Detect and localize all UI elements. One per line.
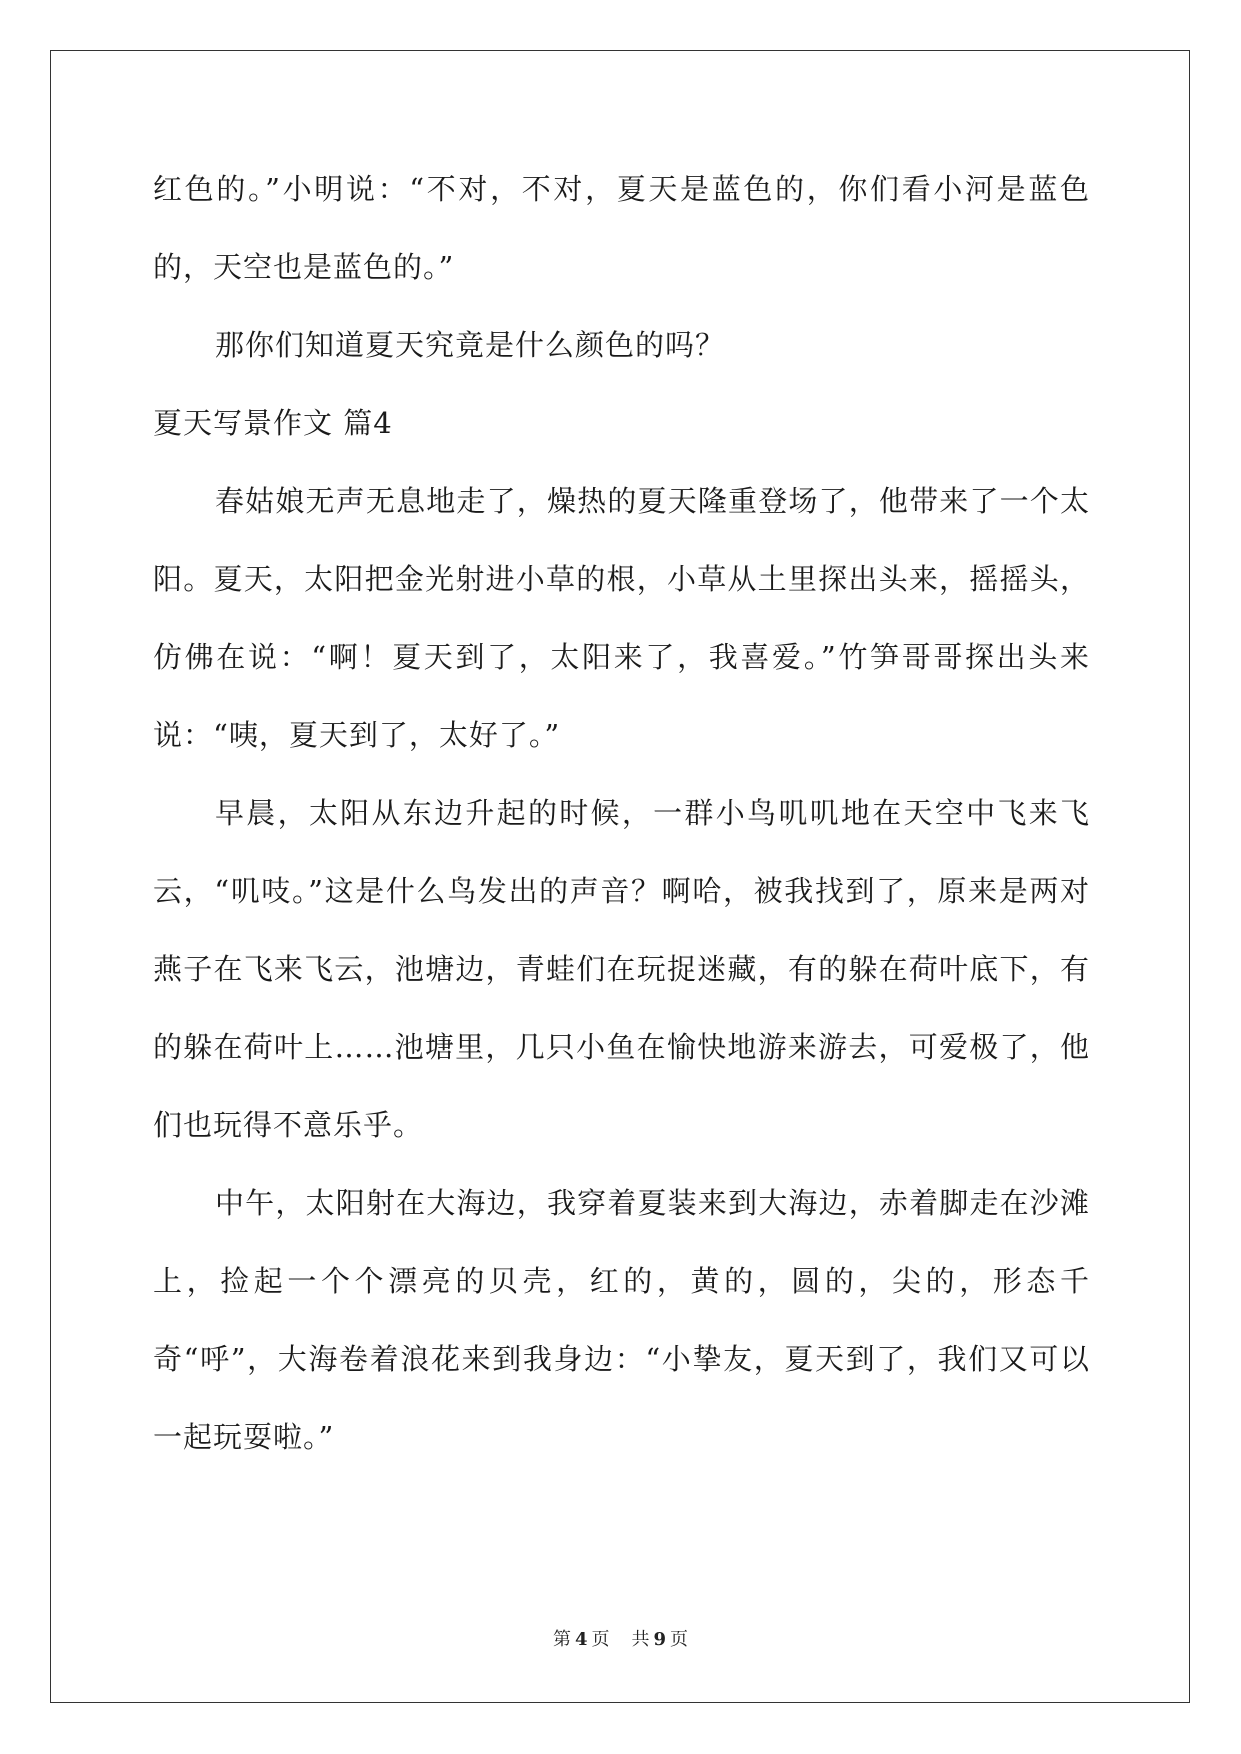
footer-current-page: 4 [574,1629,588,1650]
paragraph: 红色的。”小明说：“不对，不对，夏天是蓝色的，你们看小河是蓝色的，天空也是蓝色的。” [153,172,1090,284]
paragraph: 春姑娘无声无息地走了，燥热的夏天隆重登场了，他带来了一个太阳。夏天，太阳把金光射进小草的根，小草从土里探出头来，摇摇头，仿佛在说：“啊！夏天到了，太阳来了，我喜爱。”竹笋哥哥探出头来说：“咦，夏天到了，太好了。” [153,484,1090,752]
footer-total-prefix: 共 [631,1629,650,1650]
paragraph: 中午，太阳射在大海边，我穿着夏装来到大海边，赤着脚走在沙滩上，捡起一个个漂亮的贝壳，红的，黄的，圆的，尖的，形态千奇“呼”，大海卷着浪花来到我身边：“小挚友，夏天到了，我们又可以一起玩耍啦。” [153,1186,1090,1454]
paragraph: 早晨，太阳从东边升起的时候，一群小鸟叽叽地在天空中飞来飞云，“叽吱。”这是什么鸟发出的声音？啊哈，被我找到了，原来是两对燕子在飞来飞云，池塘边，青蛙们在玩捉迷藏，有的躲在荷叶底下，有的躲在荷叶上……池塘里，几只小鱼在愉快地游来游去，可爱极了，他们也玩得不意乐乎。 [153,796,1090,1142]
section-heading: 夏天写景作文 篇4 [153,406,393,440]
footer-page-prefix: 第 [552,1629,571,1650]
footer-total-pages: 9 [653,1629,667,1650]
page-footer [0,1625,1241,1651]
paragraph: 那你们知道夏天究竟是什么颜色的吗？ [215,328,726,362]
footer-total-suffix: 页 [670,1629,689,1650]
document-body [153,150,1090,1476]
footer-page-mid: 页 [591,1629,610,1650]
